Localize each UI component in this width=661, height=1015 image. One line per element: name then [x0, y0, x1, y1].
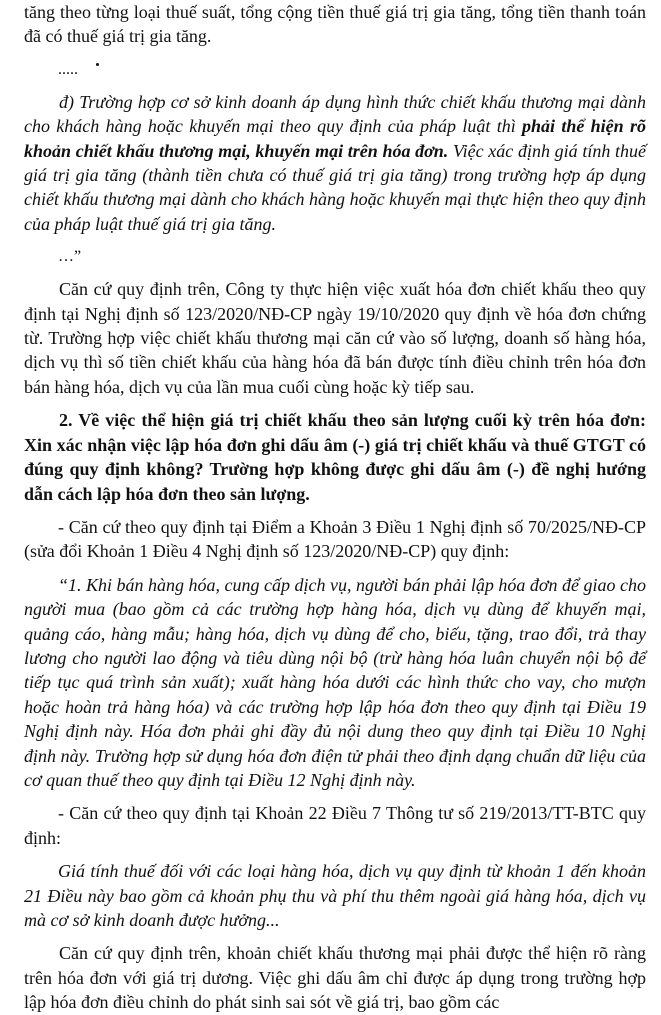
ellipsis-text: .....	[58, 60, 78, 78]
paragraph-decree-70: - Căn cứ theo quy định tại Điểm a Khoản 3 Điều 1 Nghị định số 70/2025/NĐ-CP (sửa đổi Khoản 1 Điều 4 Nghị định số 123/2020/NĐ-CP) quy định:	[24, 516, 646, 562]
ellipsis-marker	[24, 59, 646, 81]
stray-dot	[96, 63, 99, 66]
paragraph-basis-2: Căn cứ quy định trên, khoản chiết khấu thương mại phải được thể hiện rõ ràng trên hóa đơn với giá trị dương. Việc ghi dấu âm chỉ được áp dụng trong trường hợp lập hóa đơn điều chỉnh do phát sinh sai sót về giá trị, bao gồm các	[24, 943, 646, 1013]
quote-circular-219: Giá tính thuế đối với các loại hàng hóa, dịch vụ quy định từ khoản 1 đến khoản 21 Điều này bao gồm cả khoản phụ thu và phí thu thêm ngoài giá hàng hóa, dịch vụ mà cơ sở kinh doanh được hưởng...	[24, 861, 646, 930]
paragraph-circular-219: - Căn cứ theo quy định tại Khoản 22 Điều 7 Thông tư số 219/2013/TT-BTC quy định:	[24, 803, 646, 848]
paragraph-clause-d	[24, 90, 646, 236]
closing-quote-marker: …”	[58, 248, 82, 266]
paragraph-basis-1: Căn cứ quy định trên, Công ty thực hiện việc xuất hóa đơn chiết khấu theo quy định tại Nghị định số 123/2020/NĐ-CP ngày 19/10/2020 quy định về hóa đơn chứng từ. Trường hợp việc chiết khấu thương mại căn cứ vào số lượng, doanh số hàng hóa, dịch vụ thì số tiền chiết khấu của hàng hóa đã bán được tính điều chỉnh trên hóa đơn bán hàng hóa, dịch vụ của lần mua cuối cùng hoặc kỳ tiếp sau.	[24, 279, 646, 397]
heading-section-2: 2. Về việc thể hiện giá trị chiết khấu theo sản lượng cuối kỳ trên hóa đơn: Xin xác nhận việc lập hóa đơn ghi dấu âm (-) giá trị chiết khấu và thuế GTGT có đúng quy định không? Trường hợp không được ghi dấu âm (-) đề nghị hướng dẫn cách lập hóa đơn theo sản lượng.	[24, 410, 646, 504]
clause-d-tail: Việc xác định giá tính thuế giá trị gia tăng (thành tiền chưa có thuế giá trị gia tăng) trong trường hợp áp dụng chiết khấu thương mại dành cho khách hàng hoặc khuyến mại thực hiện theo quy định của pháp luật thuế giá trị gia tăng.	[24, 140, 646, 234]
document-page	[24, 0, 646, 1015]
quote-decree-70: “1. Khi bán hàng hóa, cung cấp dịch vụ, người bán phải lập hóa đơn để giao cho người mua (bao gồm cả các trường hợp hàng hóa, dịch vụ dùng để khuyến mại, quảng cáo, hàng mẫu; hàng hóa, dịch vụ dùng để cho, biếu, tặng, trao đổi, trả thay lương cho người lao động và tiêu dùng nội bộ (trừ hàng hóa luân chuyển nội bộ để tiếp tục quá trình sản xuất); xuất hàng hóa dưới các hình thức cho vay, cho mượn hoặc hoàn trả hàng hóa) và các trường hợp lập hóa đơn theo quy định tại Điều 19 Nghị định này. Hóa đơn phải ghi đầy đủ nội dung theo quy định tại Điều 10 Nghị định này. Trường hợp sử dụng hóa đơn điện tử phải theo định dạng chuẩn dữ liệu của cơ quan thuế theo quy định tại Điều 12 Nghị định này.	[24, 574, 646, 790]
clause-d-lead: đ) Trường hợp cơ sở kinh doanh áp dụng hình thức chiết khấu thương mại dành cho khách hàng hoặc khuyến mại theo quy định của pháp luật thì	[24, 91, 646, 137]
paragraph-top: tăng theo từng loại thuế suất, tổng cộng tiền thuế giá trị gia tăng, tổng tiền thanh toán đã có thuế giá trị gia tăng.	[24, 2, 646, 47]
clause-d-emphasis: phải thể hiện rõ khoản chiết khấu thương mại, khuyến mại trên hóa đơn.	[24, 116, 646, 161]
